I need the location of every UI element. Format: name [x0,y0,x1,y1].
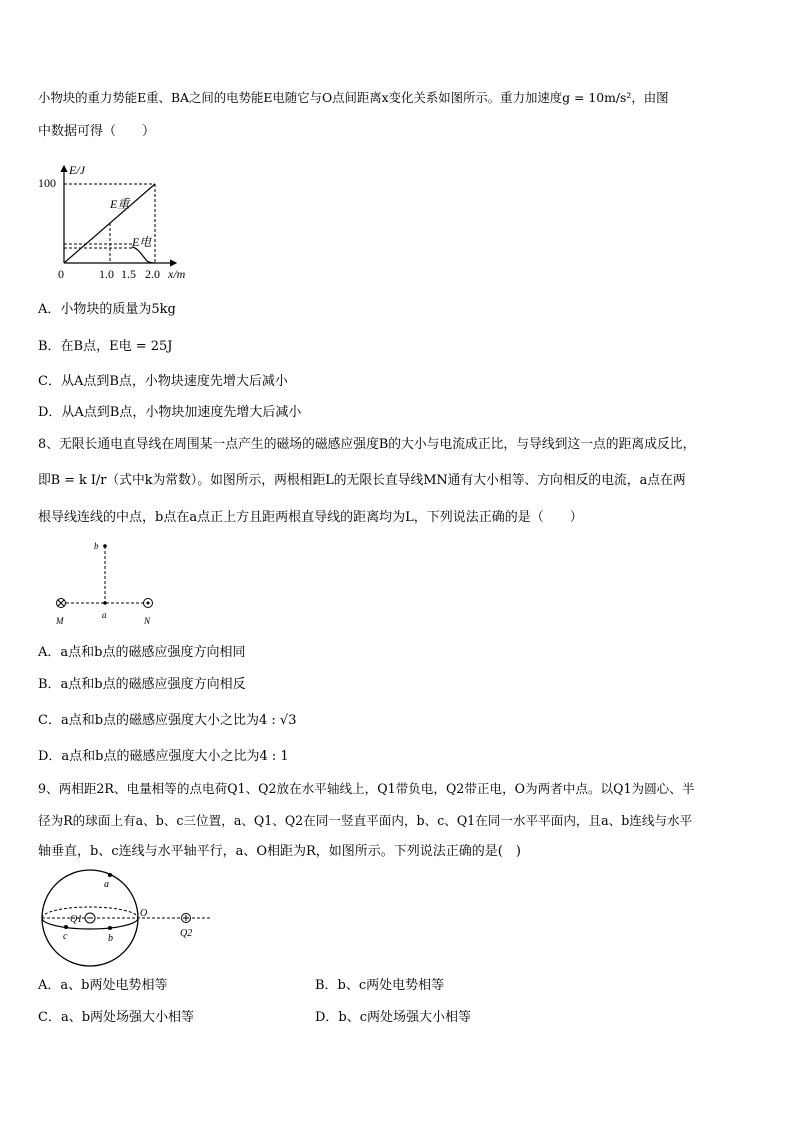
q7-energy-graph [36,160,206,284]
point-c-dot [64,925,68,929]
point-a-dot [103,601,107,605]
wire-m-label: M [56,616,64,626]
q1-negative-charge-icon [85,913,95,923]
origin-label: 0 [58,267,64,281]
y-axis-label: E/J [69,163,85,177]
point-b-dot [108,926,112,930]
q7-stem-line1: 小物块的重力势能E重、BA之间的电势能E电随它与O点间距离x变化关系如图所示。重力加速度g = 10m/s²，由图 [38,90,669,105]
q9-option-c: C．a、b两处场强大小相等 [38,1010,195,1025]
x-tick-3: 2.0 [145,267,160,281]
x-axis-label: x/m [168,267,186,281]
q8-option-c: C．a点和b点的磁感应强度大小之比为4 : √3 [38,713,297,728]
q7-option-a: A．小物块的质量为5kg [38,302,176,317]
point-a-label: a [102,610,107,620]
q9-sphere-figure [38,866,218,974]
q9-stem-line1: 9、两相距2R、电量相等的点电荷Q1、Q2放在水平轴线上，Q1带负电，Q2带正电，O为两者中点。以Q1为圆心、半 [38,781,695,796]
x-tick-1: 1.0 [99,267,114,281]
point-b-label: b [94,541,99,551]
gravity-curve-label: E重 [110,197,130,211]
y-tick-100: 100 [38,176,56,190]
electric-energy-curve [132,247,155,263]
point-o-label: O [140,908,148,919]
point-a-dot [108,873,112,877]
electric-curve-label: E电 [132,235,152,249]
point-b-label: b [108,933,113,944]
q9-option-b: B．b、c两处电势相等 [315,978,445,993]
q8-option-b: B．a点和b点的磁感应强度方向相反 [38,677,246,692]
q7-option-d: D．从A点到B点，小物块加速度先增大后减小 [38,405,302,420]
q9-option-d: D．b、c两处场强大小相等 [315,1010,472,1025]
q1-label: Q1 [70,914,83,925]
q8-stem-line2: 即B = k I/r（式中k为常数）。如图所示，两根相距L的无限长直导线MN通有大小相等、方向相反的电流，a点在两 [38,473,686,488]
x-tick-2: 1.5 [121,267,136,281]
q9-option-a: A．a、b两处电势相等 [38,978,168,993]
q8-stem-line3: 根导线连线的中点，b点在a点正上方且距两根直导线的距离均为L，下列说法正确的是（ ） [38,510,583,525]
q7-stem-line2: 中数据可得（ ） [38,124,156,139]
q7-option-b: B．在B点，E电 = 25J [38,339,173,354]
q9-stem-line2: 径为R的球面上有a、b、c三位置，a、Q1、Q2在同一竖直平面内，b、c、Q1在同一水平平面内，且a、b连线与水平 [38,813,693,828]
wire-n-out-of-page-icon [144,599,153,608]
q8-stem-line1: 8、无限长通电直导线在周围某一点产生的磁场的磁感应强度B的大小与电流成正比，与导线到这一点的距离成反比， [38,437,696,452]
q7-option-c: C．从A点到B点，小物块速度先增大后减小 [38,374,288,389]
point-c-label: c [63,931,68,942]
q8-option-d: D．a点和b点的磁感应强度大小之比为4 : 1 [38,749,289,764]
q2-label: Q2 [180,928,193,939]
q8-option-a: A．a点和b点的磁感应强度方向相同 [38,645,246,660]
wire-n-label: N [144,616,151,626]
point-a-label: a [104,879,109,890]
q9-stem-line3: 轴垂直，b、c连线与水平轴平行，a、O相距为R，如图所示。下列说法正确的是( ) [38,844,521,859]
wire-m-into-page-icon [57,599,66,608]
q8-wires-figure [50,536,165,630]
q2-positive-charge-icon [182,914,191,923]
